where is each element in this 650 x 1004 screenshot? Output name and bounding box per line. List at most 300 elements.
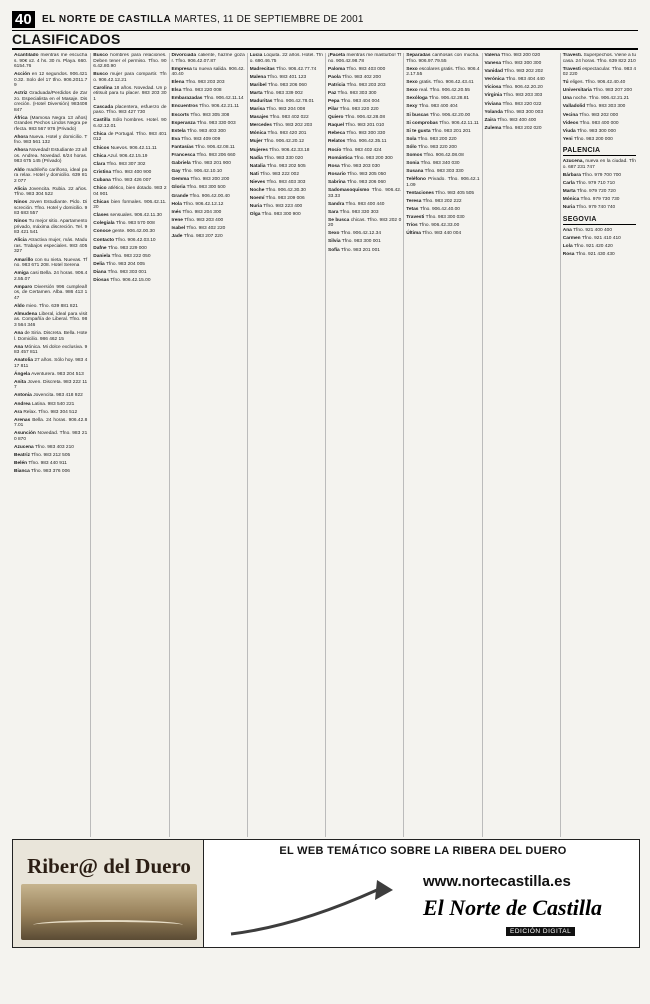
ad-text: Tfno. 983 202 203: [273, 123, 313, 129]
ad-text: Tfno. 983 303 300: [586, 104, 626, 110]
ad-lead: Si buscas: [406, 112, 429, 118]
ad-lead: Noche: [249, 188, 265, 193]
ad-lead: Ángela: [14, 371, 30, 377]
ad-text: tu nueva salida. 906.42.40.40: [171, 66, 245, 78]
ad-lead: Raquel: [328, 123, 344, 129]
classified-ad: [93, 72, 166, 83]
ad-lead: Zaira: [484, 117, 496, 123]
ad-text: Tfno. 906.42.33.18: [269, 147, 310, 153]
ad-lead: Contacto: [93, 237, 115, 243]
classified-ad: [93, 105, 166, 116]
ad-lead: Gay: [171, 169, 181, 175]
ad-lead: Sexy: [406, 104, 418, 110]
classified-ad: [14, 410, 87, 416]
classified-ad: [14, 418, 87, 429]
classified-column: [482, 53, 560, 837]
classified-ad: [172, 113, 245, 119]
ad-text: Mónica. Mi dolce exclusiva. 983 457 811: [14, 344, 88, 356]
ad-text: Tfno. 979 700 700: [582, 172, 622, 178]
ad-lead: Ahora: [14, 148, 28, 154]
ad-text: Tfno. 983 300 300: [502, 61, 542, 67]
classified-ad: [406, 169, 479, 175]
ad-text: Tfno. 983 403 000: [346, 66, 386, 72]
ad-lead: Actriz: [14, 91, 28, 97]
edition-badge: EDICIÓN DIGITAL: [506, 927, 575, 936]
ad-lead: Cubana: [93, 177, 111, 183]
classified-ad: [172, 96, 245, 102]
ad-text: Tfno. 906.42.20.20: [502, 85, 543, 91]
ad-text: eliges. Tfno. 906.42.40.40: [569, 80, 626, 86]
classified-ad: [93, 200, 166, 211]
classified-ad: [14, 461, 87, 467]
ad-text: Tfno. 983 207 200: [593, 88, 633, 94]
ad-text: Tfno. 983 340 030: [420, 161, 460, 167]
ad-lead: Bianca: [14, 469, 30, 475]
ad-text: Tfno. 983 222 002: [260, 171, 300, 177]
ad-lead: Marta: [249, 90, 263, 96]
ad-text: Tfno. 983 330 003: [196, 120, 236, 126]
ad-text: Liberal, ideal para visitas. Compañía de Liberal. Tfno. 983 564 346: [14, 311, 88, 328]
classified-columns: [12, 53, 638, 837]
classified-ad: [563, 205, 636, 211]
classified-ad: [328, 115, 401, 121]
ad-lead: Isabel: [171, 225, 186, 231]
ad-lead: Universitaria: [562, 88, 592, 94]
classified-ad: [93, 262, 166, 268]
classified-ad: [172, 53, 245, 64]
classified-ad: [250, 91, 323, 97]
ad-lead: Embarazadas: [171, 96, 203, 102]
classified-ad: [14, 380, 87, 391]
classified-ad: [93, 254, 166, 260]
ad-text: Tfno. 983 200 300: [353, 155, 393, 161]
classified-ad: [406, 215, 479, 221]
ad-text: Tfno. 906.42.33.00: [418, 223, 460, 229]
ad-lead: Chica: [93, 131, 107, 137]
ad-lead: Natalia: [249, 163, 266, 169]
classified-ad: [93, 170, 166, 176]
ad-lead: Sexo: [406, 88, 418, 94]
ad-text: 27 años. Sólo hoy. 983 417 811: [14, 358, 88, 369]
classified-ad: [172, 185, 245, 191]
ad-text: hombres para relaciones. Deben tener el permiso. Tfno. 906.42.80.90: [93, 53, 167, 69]
classified-ad: [563, 189, 636, 195]
ad-text: Tfno. 983 205 050: [347, 171, 387, 177]
classified-ad: [406, 96, 479, 102]
ad-lead: Mónica: [562, 197, 580, 203]
ad-lead: Inés: [171, 209, 182, 215]
ad-lead: Anita: [14, 379, 26, 385]
classified-ad: [14, 91, 87, 113]
ad-lead: Divorciada: [171, 53, 197, 58]
ad-text: Tfno. 983 203 030: [340, 163, 380, 169]
ad-text: Tfno. 983 223 400: [263, 204, 303, 210]
classified-ad: [14, 72, 87, 89]
ad-text: Tfno. 983 303 001: [107, 269, 147, 275]
ad-lead: Susana: [406, 169, 424, 175]
ad-text: Jovencita. 983 418 922: [33, 393, 83, 399]
ad-text: Tfno. 983 202 020: [502, 125, 542, 131]
ad-lead: Hola: [171, 201, 182, 207]
classified-ad: [14, 116, 87, 133]
ad-lead: Sofía: [328, 247, 340, 253]
classified-ad: [406, 80, 479, 86]
ad-lead: Madrecitas: [249, 66, 275, 72]
ad-lead: Antonia: [14, 393, 32, 399]
ad-text: Tfno. 906.42.21.11: [199, 104, 240, 110]
classified-ad: [93, 53, 166, 70]
classified-ad: [328, 180, 401, 186]
banner-headline: EL WEB TEMÁTICO SOBRE LA RIBERA DEL DUERO: [279, 845, 567, 857]
classified-ad: [563, 80, 636, 86]
ad-text: Tfno. 983 206 060: [267, 82, 307, 88]
ad-lead: Chica: [93, 153, 107, 159]
classified-ad: [250, 53, 323, 64]
page-number: 40: [12, 11, 35, 28]
ad-lead: Clara: [93, 161, 106, 167]
classified-ad: [406, 67, 479, 78]
ad-text: Tu mejor sitio. Apartamento privado, máxima discreción. Tel. 983 421 541: [14, 219, 88, 236]
classified-ad: [328, 123, 401, 129]
ad-text: Sólo hombres. Hotel. 906.42.12.01: [93, 118, 167, 129]
ad-lead: Sólo: [406, 144, 417, 150]
classified-ad: [172, 202, 245, 208]
classified-ad: [485, 77, 558, 83]
classified-ad: [563, 67, 636, 78]
ad-text: Superpechos. Viene a tu casa. 24 horas. Tfno. 639 822 210: [562, 53, 637, 64]
ad-lead: Pepa: [328, 98, 340, 104]
classified-ad: [250, 180, 323, 186]
classified-ad: [328, 91, 401, 97]
classified-ad: [93, 270, 166, 276]
ad-text: Atractiva mujer, más. Maduras. Trabajos especiales. 983 405 327: [14, 238, 88, 255]
ad-text: Tfno. 983 209 006: [265, 196, 305, 202]
ad-lead: Paz: [328, 90, 337, 96]
classified-ad: [328, 131, 401, 137]
classified-ad: [14, 148, 87, 165]
classified-ad: [328, 202, 401, 208]
ad-lead: Francesca: [171, 153, 196, 159]
ad-text: Tfno. 983 400 400: [497, 117, 537, 123]
classified-ad: [563, 137, 636, 143]
classified-ad: [172, 80, 245, 86]
ad-lead: Sandra: [328, 201, 345, 207]
ad-lead: Si te gusta: [406, 128, 431, 134]
classified-ad: [406, 145, 479, 151]
ad-text: Tfno. 983 403 300: [186, 128, 226, 134]
ad-text: Tfno. 906.42.00.40: [189, 193, 230, 199]
ad-lead: Travesti: [406, 215, 425, 221]
ad-text: Tfno. 983 204 008: [266, 107, 306, 113]
website-url-link[interactable]: www.nortecastilla.es: [423, 873, 571, 890]
ad-text: bien formales. 906.42.11.20: [93, 199, 167, 211]
classified-ad: [250, 164, 323, 170]
ad-lead: Marisa: [249, 107, 265, 113]
ad-lead: Chicos: [93, 145, 110, 151]
ad-lead: Silvia: [328, 239, 341, 245]
classified-ad: [172, 153, 245, 159]
classified-ad: [250, 123, 323, 129]
classified-ad: [172, 194, 245, 200]
ad-lead: Viviana: [484, 101, 502, 107]
ad-lead: Escorts: [171, 112, 190, 118]
classified-ad: [406, 199, 479, 205]
page-header: [12, 10, 638, 31]
classified-ad: [250, 204, 323, 210]
ad-text: Tfno. 983 202 202: [504, 69, 544, 75]
classified-ad: [93, 238, 166, 244]
ad-lead: Gabriela: [171, 161, 191, 167]
ad-text: Tfno. 906.42.10.10: [181, 169, 223, 175]
newspaper-name: EL NORTE DE CASTILLA: [42, 14, 172, 25]
classified-column: [560, 53, 638, 837]
ad-lead: Se busca: [328, 217, 350, 223]
ad-text: Tfno. 983 402 220: [186, 225, 226, 231]
ad-lead: Carmen: [562, 235, 581, 241]
ad-lead: Arenas: [14, 417, 31, 423]
classified-ad: [406, 191, 479, 197]
ad-text: Joven. Discreta. 983 222 117: [14, 379, 88, 391]
ad-text: Tfno. 983 400 440: [345, 201, 385, 207]
ad-text: placentera, esfuerzo de paso. Tfno. 983 427 730: [93, 104, 167, 116]
ad-text: Joven Estudiante. Pido. Discreción. Tfno. Hotel y domicilio. 983 683 557: [14, 200, 88, 217]
classified-ad: [14, 187, 87, 198]
classified-ad: [328, 75, 401, 81]
classified-ad: [14, 53, 87, 70]
classified-ad: [14, 135, 87, 146]
ad-text: Tfno. 979 730 730: [580, 197, 620, 203]
ad-lead: Yolanda: [484, 109, 503, 115]
classified-ad: [563, 53, 636, 64]
ad-lead: Andrea: [14, 401, 31, 407]
classified-ad: [485, 61, 558, 67]
ad-lead: Zulema: [484, 125, 502, 131]
ad-lead: Masajes: [249, 115, 269, 121]
ad-text: Graduada/Perdidos de Zarzo. Especialista en el Masaje. Discreción. (Hotel Diversión) 983408847: [14, 91, 88, 113]
ad-lead: Yeni: [562, 136, 573, 142]
classified-ad: [563, 96, 636, 102]
ad-text: Tfno. 983 203 400: [184, 217, 224, 223]
classified-ad: [14, 258, 87, 269]
ad-text: Tfno. 979 740 740: [576, 205, 616, 211]
ad-text: caliente, hazme gozar. Tfno. 906.42.07.87: [171, 53, 245, 64]
classified-ad: [406, 153, 479, 159]
ad-text: Tfno. 983 402 424: [342, 147, 382, 153]
ad-text: Tfno. 983 200 220: [417, 136, 457, 142]
ad-text: Tfno. 983 402 200: [342, 74, 382, 80]
region-heading-segovia: SEGOVIA: [563, 216, 636, 225]
ad-lead: Gemma: [171, 177, 190, 183]
ad-lead: Viciosa: [484, 85, 502, 91]
ad-lead: Travesti.: [562, 53, 583, 58]
ad-text: Tfno. 983 400 900: [112, 169, 152, 175]
ad-text: Tfno. 983 303 330: [424, 169, 464, 175]
ad-text: Tfno. 983 229 000: [107, 245, 147, 251]
classified-ad: [14, 345, 87, 356]
ad-lead: Pilar: [328, 107, 339, 113]
classified-ad: [250, 212, 323, 218]
ad-text: Tfno. 983 200 200: [190, 177, 230, 183]
classified-ad: [328, 164, 401, 170]
ad-text: de Siria. Discreta. Bella. Hotel. Domicilio. 986 462 15: [14, 331, 88, 342]
ad-text: Loquita. 22 años. Hotel. Tfno. 690.46.75: [249, 53, 323, 64]
ad-text: Tfno. 983 420 201: [267, 131, 307, 137]
ad-text: Tfno. 906.42.40.00: [419, 207, 460, 213]
ad-lead: Lola: [562, 244, 573, 249]
classified-ad: [250, 115, 323, 121]
ad-lead: Tentaciones: [406, 190, 434, 196]
ad-text: Nueva. Hotel y domicilio. Tfno. 983 561 132: [14, 134, 88, 146]
ad-lead: Castilla: [93, 118, 111, 124]
ad-text: Tfno. 983 220 220: [339, 107, 379, 113]
ad-lead: Sexo: [406, 80, 418, 86]
ad-text: Relax. Tfno. 983 304 512: [23, 409, 78, 415]
ad-text: Tfno. 983 207 220: [183, 233, 223, 239]
classified-ad: [328, 248, 401, 254]
ad-text: Tfno. 979 710 710: [576, 181, 615, 187]
ad-lead: Cascada: [93, 104, 113, 110]
ad-lead: Lucía: [249, 53, 263, 58]
classified-ad: [563, 236, 636, 242]
classified-ad: [485, 102, 558, 108]
ad-lead: Tú: [562, 80, 569, 86]
arrow-icon: [227, 868, 397, 940]
classified-ad: [563, 173, 636, 179]
classified-ad: [406, 161, 479, 167]
ad-text: Tfno. 983 220 200: [417, 144, 457, 150]
ad-lead: Irene: [171, 217, 183, 223]
classified-ad: [14, 453, 87, 459]
ad-text: Tfno. 983 220 008: [182, 88, 222, 94]
ad-lead: Travesti: [562, 66, 581, 72]
ad-lead: Mujer: [249, 139, 263, 145]
ad-lead: Beatriz: [14, 453, 30, 459]
classified-ad: [250, 67, 323, 73]
ad-lead: Conoce: [93, 229, 111, 235]
ad-lead: Anatolia: [14, 358, 33, 364]
classified-ad: [93, 278, 166, 284]
ad-lead: Asunción: [14, 431, 36, 437]
ad-lead: Aldo: [14, 303, 25, 309]
ad-text: Tfno. 983 300 003: [504, 109, 544, 115]
classified-ad: [93, 146, 166, 152]
classified-ad: [93, 118, 166, 129]
classified-ad: [563, 104, 636, 110]
classified-ad: [250, 172, 323, 178]
ad-lead: Nadia: [249, 155, 263, 161]
classified-ad: [328, 231, 401, 237]
ad-text: (Mamosa Negra 13 años) Grandes Pechos Lindos Negra perfecta. 983 567 976 (Privado): [14, 115, 88, 132]
ad-lead: Sadomasoquismo: [328, 188, 370, 193]
ad-lead: Sexo: [328, 231, 340, 237]
ad-lead: Diosas: [93, 277, 109, 283]
classified-ad: [172, 121, 245, 127]
ad-lead: Última: [406, 231, 421, 237]
ad-text: Jovencita. Rubia. 22 años. Tfno. 983 304 522: [14, 186, 88, 198]
classified-ad: [172, 234, 245, 240]
classified-ad: [14, 238, 87, 255]
ad-text: Novedad. Tfno. 983 210 870: [14, 431, 88, 442]
ad-lead: Bárbara: [562, 172, 581, 178]
classified-column: [247, 53, 325, 837]
ad-lead: Videos: [562, 120, 579, 126]
ad-lead: Rebeca: [328, 131, 346, 137]
ad-text: Aventurera. 983 204 513: [31, 371, 84, 377]
ad-text: Tfno. 983 300 500: [186, 185, 226, 191]
ad-lead: Si comprobas: [406, 120, 438, 126]
classified-ad: [406, 53, 479, 64]
classified-ad: [93, 213, 166, 219]
ad-text: Tfno. 983 307 302: [106, 161, 146, 167]
ad-text: Tfno. 906.42.11.14: [203, 96, 244, 102]
ad-text: Tfno. 983 203 203: [185, 80, 225, 86]
ad-lead: Alicia: [14, 186, 27, 192]
ad-text: Tfno. 983 330 303: [339, 209, 379, 215]
ad-lead: Paola: [328, 74, 341, 80]
classified-ad: [14, 271, 87, 282]
ad-lead: Colegiala: [93, 221, 115, 227]
classified-ad: [172, 104, 245, 110]
classified-ad: [93, 132, 166, 143]
classified-ad: [93, 86, 166, 103]
classified-column: [90, 53, 168, 837]
ad-lead: Ahora: [14, 134, 28, 140]
ad-text: Tfno. 906.42.12.34: [340, 231, 381, 237]
ad-lead: Fantasías: [171, 144, 194, 150]
ad-text: Tfno. 921 430 430: [575, 252, 615, 258]
section-title: CLASIFICADOS: [12, 31, 121, 47]
ad-lead: Virginia: [484, 93, 503, 99]
classified-column: [169, 53, 247, 837]
ad-text: Tfno. 983 204 005: [105, 261, 145, 267]
ad-text: Tfno. 906.42.15.00: [110, 277, 151, 283]
ad-text: Azul. 906.42.15.19: [107, 153, 148, 159]
ad-lead: Somos: [406, 153, 423, 159]
masthead-logo: El Norte de Castilla: [423, 895, 603, 920]
ad-lead: Verónica: [484, 77, 505, 83]
ad-lead: Sonia: [406, 161, 420, 167]
ad-text: Tfno. 906.42.12.12: [183, 201, 224, 207]
classified-column: [12, 53, 89, 837]
ad-lead: Quiero: [328, 115, 344, 121]
classified-ad: [406, 177, 479, 188]
classified-column: [325, 53, 403, 837]
classified-ad: [93, 154, 166, 160]
ad-lead: Separadas: [406, 53, 431, 58]
ad-lead: Mujeres: [249, 147, 268, 153]
ad-text: Tfno. 983 201 900: [191, 161, 231, 167]
ad-text: Tfno. 983 305 308: [190, 112, 230, 118]
ad-text: atlético, bien dotado. 983 204 901: [93, 186, 167, 197]
landscape-photo: [21, 884, 197, 940]
ad-text: Tfno. 906.42.11.11: [439, 120, 479, 126]
ad-text: Tfno. 983 402 022: [269, 115, 309, 121]
ad-text: espectacular. Tfno. 983 402 220: [562, 66, 637, 78]
classified-ad: [14, 285, 87, 302]
classified-ad: [328, 218, 401, 229]
ad-lead: Belén: [14, 461, 28, 467]
classified-ad: [172, 169, 245, 175]
classified-ad: [14, 393, 87, 399]
ad-lead: Tetas: [406, 207, 419, 213]
ad-text: Tfno. 983 300 330: [346, 131, 386, 137]
ad-lead: Nuria: [249, 204, 263, 210]
ad-lead: Rosa: [328, 163, 340, 169]
classified-ad: [14, 402, 87, 408]
ad-lead: Amarillo: [14, 257, 34, 263]
ad-lead: Acción: [14, 72, 30, 78]
ad-text: Tfno. 983 202 000: [579, 112, 619, 118]
